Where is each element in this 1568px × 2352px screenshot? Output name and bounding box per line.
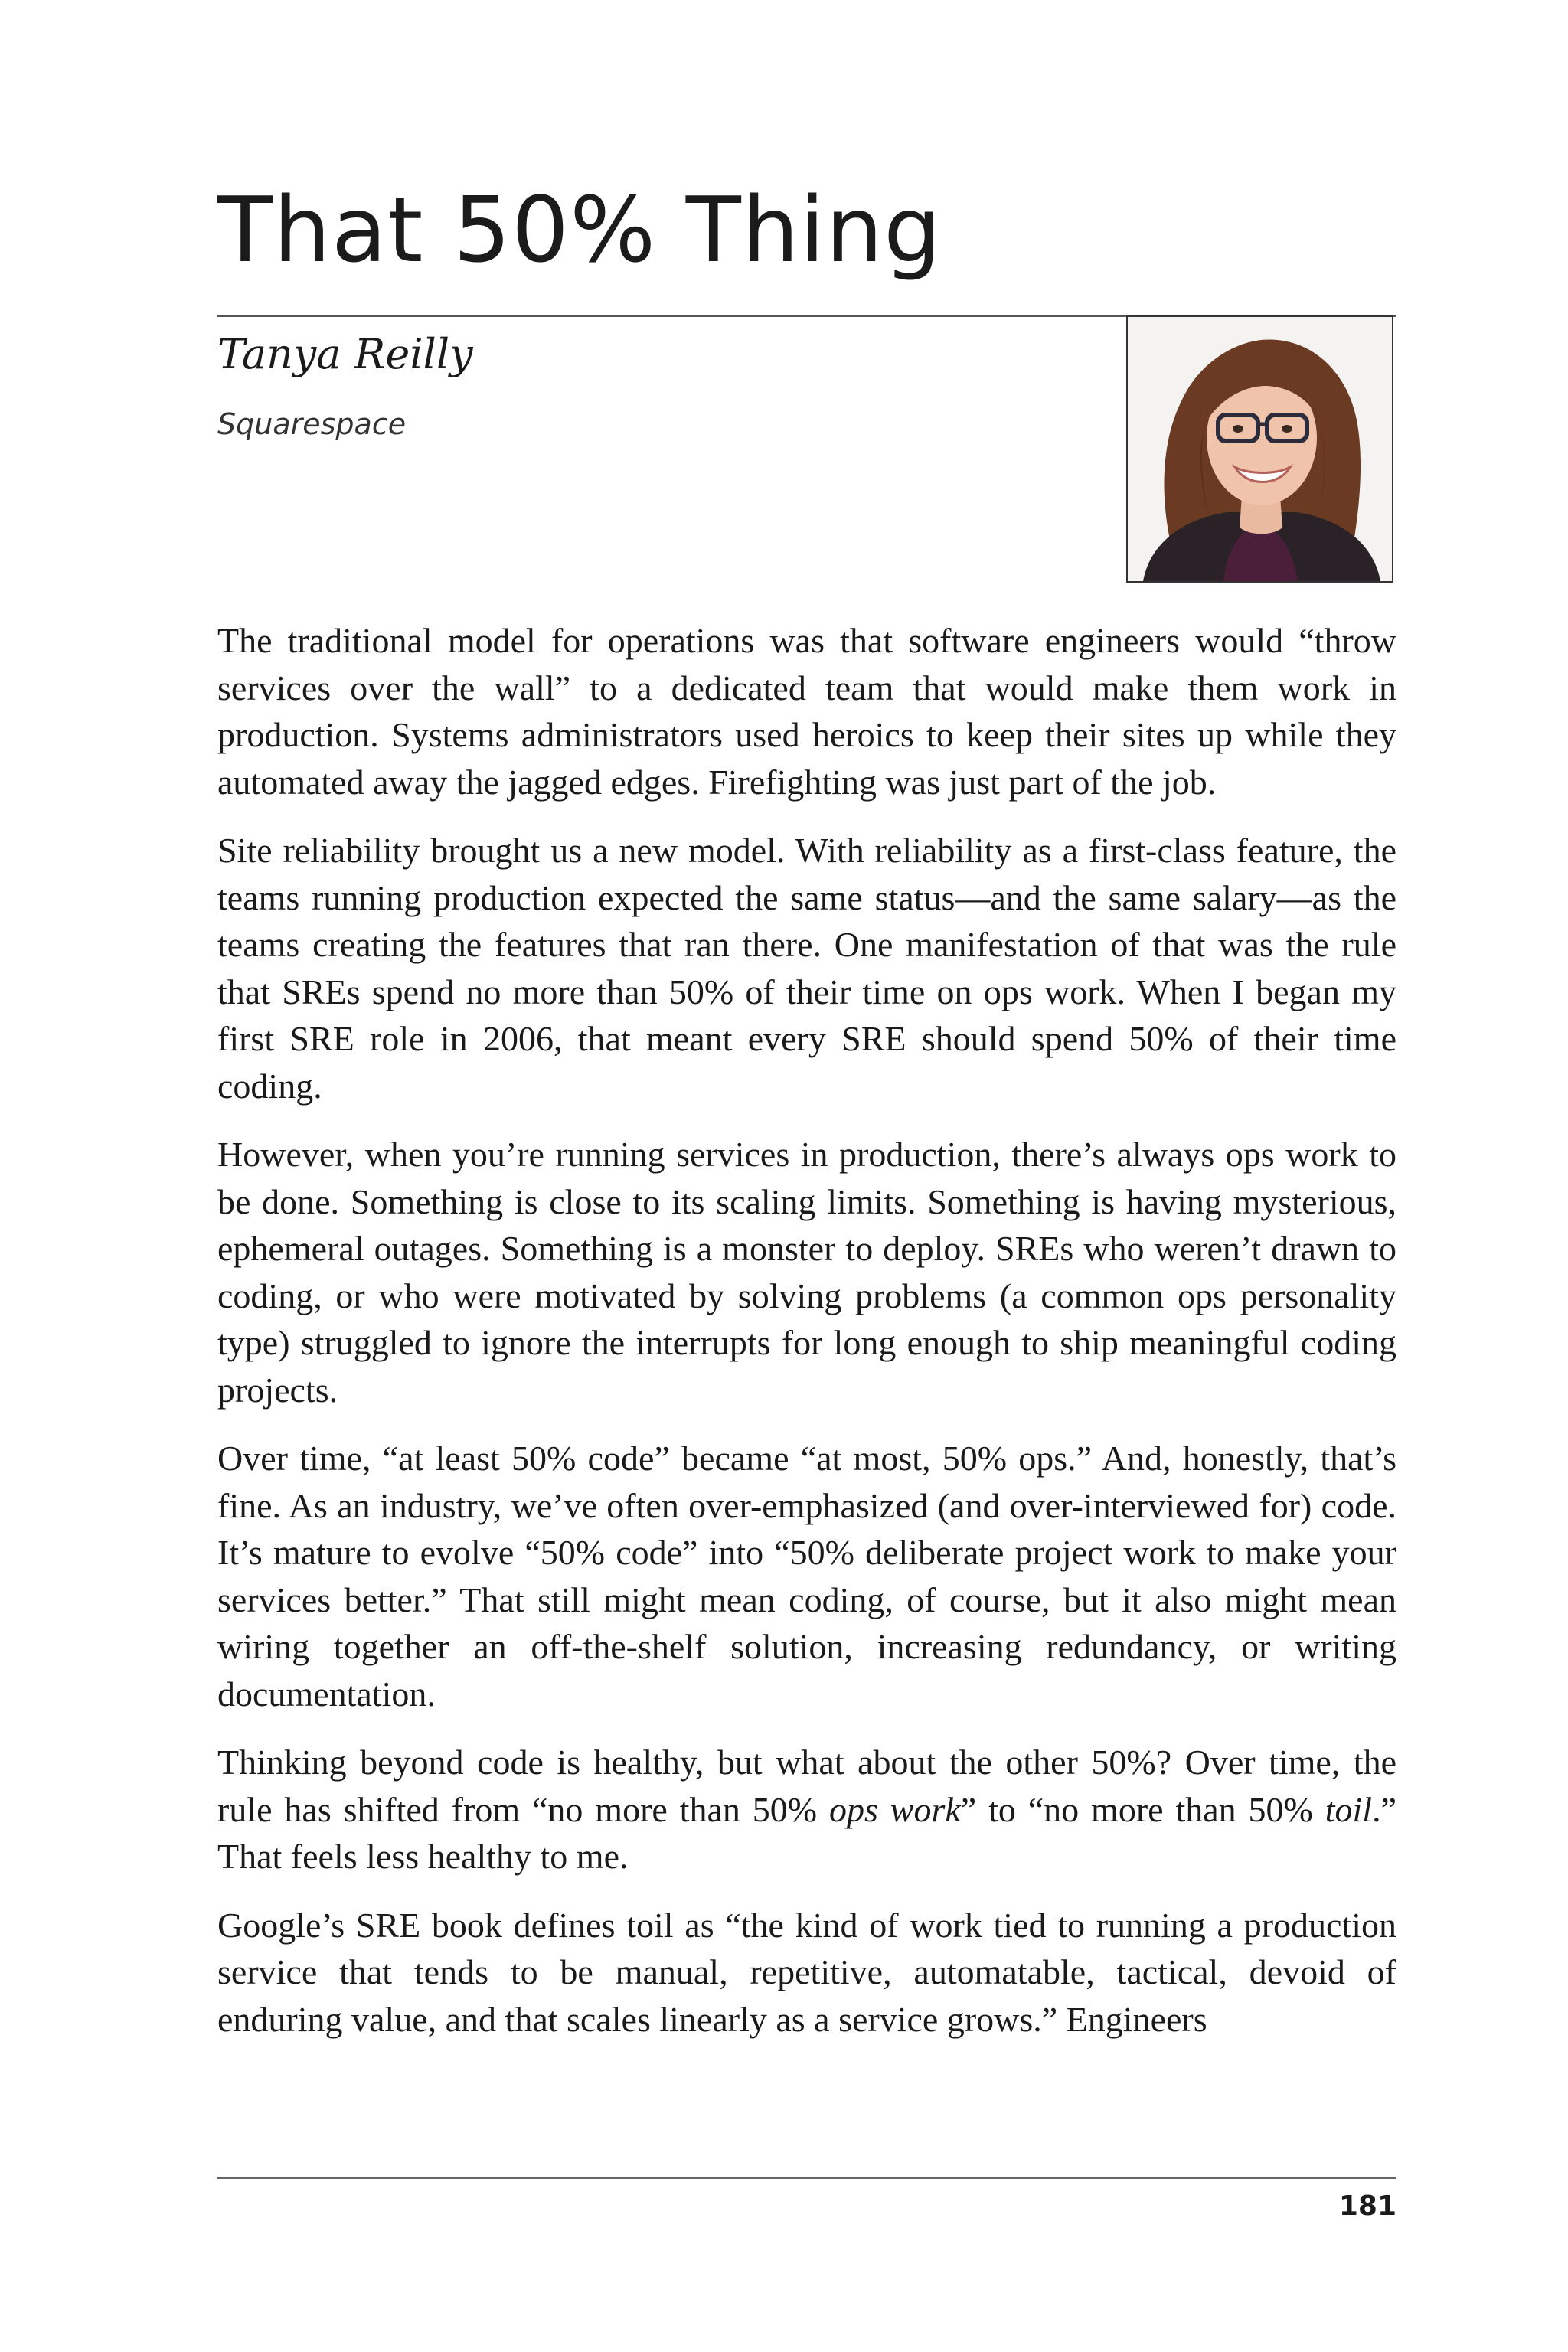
emphasis-toil: toil (1325, 1789, 1373, 1829)
body-paragraph-3: However, when you’re running services in production, there’s always ops work to be done. Something is close to its scaling limits. Something is having mysterious, ephemeral outages. Something is a monster to deploy. SREs who weren’t drawn to coding, or who were motivated by solving problems (a common ops personality type) struggled to ignore the interrupts for long enough to ship meaningful coding projects. (217, 1135, 1396, 1410)
chapter-body (217, 617, 1396, 2064)
body-paragraph-2: Site reliability brought us a new model. With reliability as a first-class feature, the teams running production expected the same status—and the same salary—as the teams creating the features that ran there. One manifestation of that was the rule that SREs spend no more than 50% of their time on ops work. When I began my first SRE role in 2006, that meant every SRE should spend 50% of their time coding. (217, 831, 1396, 1106)
author-portrait-illustration (1128, 317, 1392, 581)
body-paragraph-4: Over time, “at least 50% code” became “at most, 50% ops.” And, honestly, that’s fine. As an industry, we’ve often over-emphasized (and over-interviewed for) code. It’s mature to evolve “50% code” into “50% deliberate project work to make your services better.” That still might mean coding, of course, but it also might mean wiring together an off-the-shelf solution, increasing redundancy, or writing documentation. (217, 1439, 1396, 1713)
page-number: 181 (1338, 2190, 1396, 2222)
body-paragraph-6: Google’s SRE book defines toil as “the kind of work tied to running a production service that tends to be manual, repetitive, automatable, tactical, devoid of enduring value, and that scales linearly as a service grows.” Engineers (217, 1905, 1396, 2039)
body-paragraph-5 (217, 1739, 1396, 1880)
body-paragraph-1: The traditional model for operations was that software engineers would “throw services over the wall” to a dedicated team that would make them work in production. Systems administrators used heroics to keep their sites up while they automated away the jagged edges. Firefighting was just part of the job. (217, 621, 1396, 802)
author-name: Tanya Reilly (217, 330, 473, 378)
chapter-title: That 50% Thing (217, 177, 942, 283)
author-photo (1126, 315, 1393, 583)
emphasis-ops-work: ops work (828, 1789, 961, 1829)
paragraph-text-segment: .” That feels less healthy to me. (217, 1789, 1396, 1876)
author-affiliation: Squarespace (217, 407, 407, 441)
paragraph-text-segment: ” to “no more than 50% (960, 1789, 1325, 1829)
footer-divider (217, 2177, 1396, 2179)
paragraph-text-segment: Thinking beyond code is healthy, but what about the other 50%? Over time, the rule has shifted from “no more than 50% (217, 1743, 1396, 1829)
